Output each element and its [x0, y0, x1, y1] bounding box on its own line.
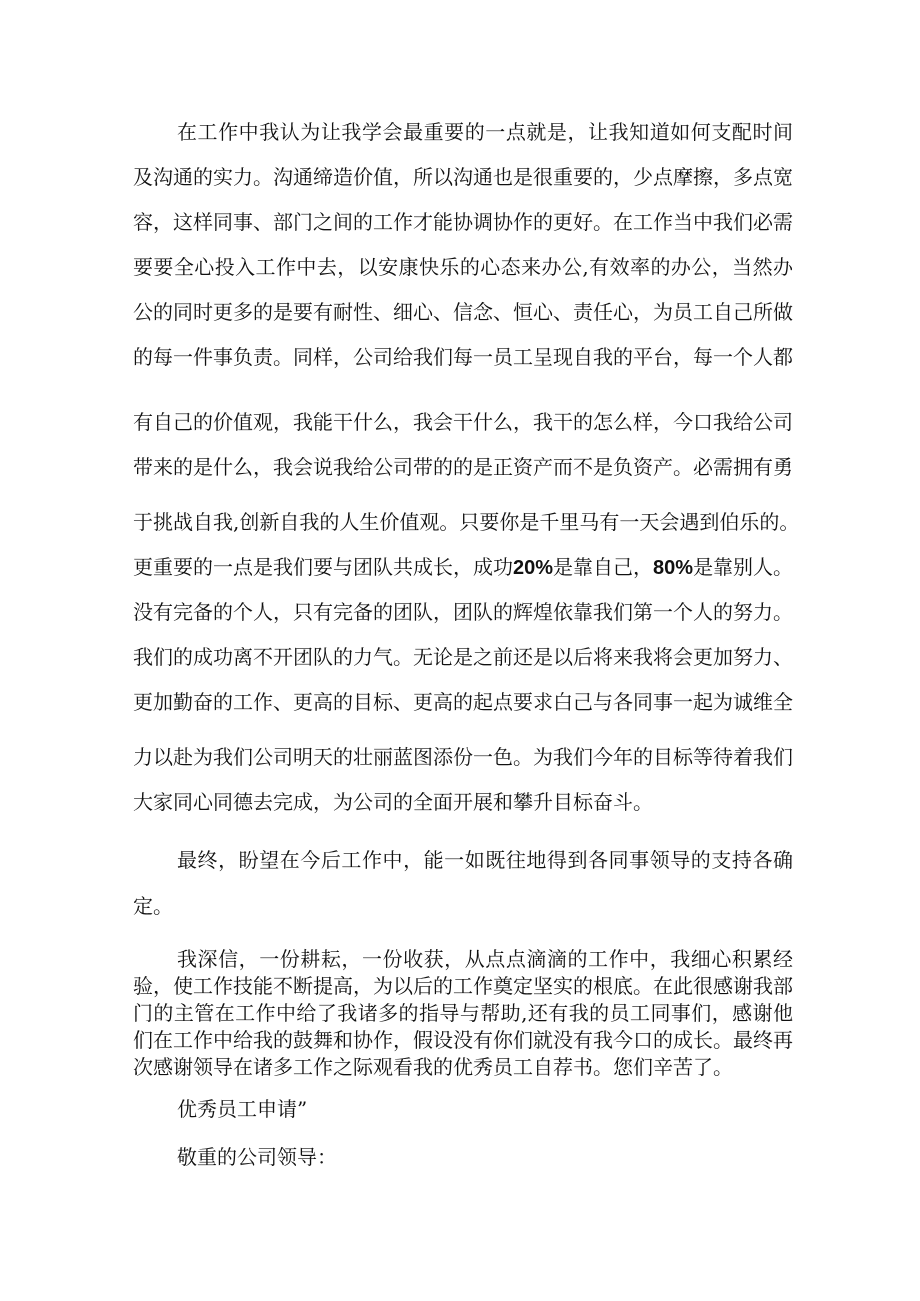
paragraph-1-line-15: 大家同心同德去完成，为公司的全面开展和攀升目标奋斗。 [133, 790, 653, 814]
line-10-text-c: 是靠别人。 [693, 555, 794, 579]
paragraph-3-line-2: 验，使工作技能不断提高，为以后的工作奠定坚实的根底。在此很感谢我部 [133, 974, 793, 998]
percent-80: 80% [653, 557, 694, 579]
paragraph-1-line-11: 没有完备的个人，只有完备的团队，团队的辉煌依靠我们第一个人的努力。 [133, 600, 793, 624]
paragraph-3-line-4: 们在工作中给我的鼓舞和协作，假设没有你们就没有我今口的成长。最终再 [133, 1028, 793, 1052]
paragraph-2-line-2: 定。 [133, 894, 173, 918]
paragraph-3-line-1: 我深信，一份耕耘，一份收获，从点点滴滴的工作中，我细心积累经 [177, 947, 793, 971]
paragraph-1-line-14: 力以赴为我们公司明天的壮丽蓝图添份一色。为我们今年的目标等待着我们 [133, 745, 793, 769]
paragraph-1-line-9: 于挑战自我,创新自我的人生价值观。只要你是千里马有一天会遇到伯乐的。 [133, 510, 800, 534]
paragraph-1-line-1: 在工作中我认为让我学会最重要的一点就是，让我知道如何支配时间 [177, 120, 793, 144]
paragraph-1-line-13: 更加勤奋的工作、更高的目标、更高的起点要求白己与各同事一起为诚维全 [133, 690, 793, 714]
percent-20: 20% [513, 557, 554, 579]
paragraph-1-line-7: 有自己的价值观，我能干什么，我会干什么，我干的怎么样，今口我给公司 [133, 410, 793, 434]
paragraph-1-line-8: 带来的是什么，我会说我给公司带的的是正资产而不是负资产。必需拥有勇 [133, 455, 793, 479]
paragraph-2-line-1: 最终，盼望在今后工作中，能一如既往地得到各同事领导的支持各确 [177, 848, 793, 872]
paragraph-1-line-6: 的每一件事负责。同样，公司给我们每一员工呈现自我的平台，每一个人都 [133, 345, 793, 369]
line-10-text-b: 是靠自己， [553, 555, 654, 579]
paragraph-3-line-5: 次感谢领导在诸多工作之际观看我的优秀员工自荐书。您们辛苦了。 [133, 1055, 733, 1079]
salutation: 敬重的公司领导： [177, 1145, 337, 1169]
line-10-text-a: 更重要的一点是我们要与团队共成长，成功 [133, 555, 513, 579]
paragraph-1-line-5: 公的同时更多的是要有耐性、细心、信念、恒心、责任心，为员工自己所做 [133, 300, 793, 324]
paragraph-1-line-12: 我们的成功离不开团队的力气。无论是之前还是以后将来我将会更加努力、 [133, 645, 793, 669]
paragraph-1-line-4: 要要全心投入工作中去，以安康快乐的心态来办公,有效率的办公，当然办 [133, 255, 793, 279]
paragraph-1-line-10 [133, 553, 793, 582]
paragraph-3-line-3: 门的主管在工作中给了我诸多的指导与帮助,还有我的员工同事们，感谢他 [133, 1001, 793, 1025]
paragraph-1-line-3: 容，这样同事、部门之间的工作才能协调协作的更好。在工作当中我们必需 [133, 210, 793, 234]
paragraph-1-line-2: 及沟通的实力。沟通缔造价值，所以沟通也是很重要的，少点摩擦，多点宽 [133, 165, 793, 189]
application-heading: 优秀员工申请” [177, 1097, 308, 1121]
